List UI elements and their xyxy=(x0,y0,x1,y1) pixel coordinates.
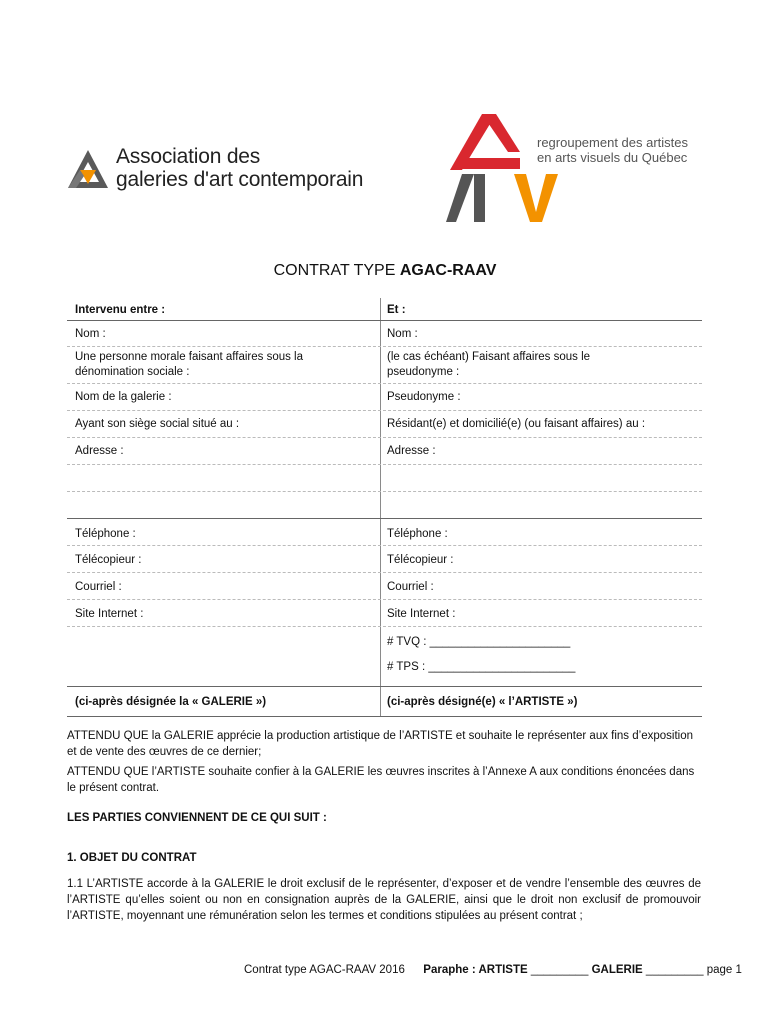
parties-table xyxy=(67,296,702,717)
cell-pseudonym-intro-label: (le cas échéant) Faisant affaires sous le pseudonyme : xyxy=(387,351,591,378)
agac-logo xyxy=(66,146,396,196)
title-bold: AGAC-RAAV xyxy=(399,262,497,279)
section-1-heading: 1. OBJET DU CONTRAT xyxy=(67,852,197,864)
cell-gallery-website-label: Site Internet : xyxy=(75,608,144,620)
document-title xyxy=(0,262,770,280)
cell-artist-phone-label: Téléphone : xyxy=(387,528,448,540)
page-footer xyxy=(244,964,742,976)
cell-tps-label: # TPS : _______________________ xyxy=(387,661,576,673)
table-row-designation xyxy=(67,687,702,717)
table-row-telecopieur xyxy=(67,546,702,573)
agac-name-line-1: Association des xyxy=(116,145,261,168)
table-row-header xyxy=(67,296,702,321)
cell-gallery-email-label: Courriel : xyxy=(75,581,122,593)
raav-name-line-1: regroupement des artistes xyxy=(537,135,689,150)
whereas-clause-2: ATTENDU QUE l’ARTISTE souhaite confier à la GALERIE les œuvres inscrites à l’Annexe A aux conditions énoncées dans le présent contrat. xyxy=(67,766,695,794)
footer-gallery-initials-blank: _________ xyxy=(642,964,707,976)
table-row-address-blank-2 xyxy=(67,492,702,519)
parties-agree-heading: LES PARTIES CONVIENNENT DE CE QUI SUIT : xyxy=(67,812,327,824)
table-row-courriel xyxy=(67,573,702,600)
cell-gallery-fax-label: Télécopieur : xyxy=(75,554,142,566)
cell-artist-address-label: Adresse : xyxy=(387,445,436,457)
cell-et: Et : xyxy=(387,304,406,316)
table-row-nom xyxy=(67,321,702,347)
footer-initials-artist-label: Paraphe : ARTISTE xyxy=(423,964,528,976)
cell-artist-website-label: Site Internet : xyxy=(387,608,456,620)
agac-triangle-logo-icon xyxy=(66,148,110,194)
table-row-site xyxy=(67,600,702,627)
cell-gallery-phone-label: Téléphone : xyxy=(75,528,136,540)
table-row-denomination xyxy=(67,347,702,384)
table-row-taxes xyxy=(67,627,702,687)
agac-name-line-2: galeries d'art contemporain xyxy=(116,168,364,191)
cell-pseudonym-label: Pseudonyme : xyxy=(387,391,461,403)
footer-document-name: Contrat type AGAC-RAAV 2016 xyxy=(244,964,405,976)
footer-initials-gallery-label: GALERIE xyxy=(591,964,643,976)
raav-av-logo-icon xyxy=(444,112,562,224)
cell-intervenu-entre: Intervenu entre : xyxy=(75,304,166,316)
whereas-clause-1: ATTENDU QUE la GALERIE apprécie la production artistique de l’ARTISTE et souhaite le représenter aux fins d’exposition et de vente des œuvres de ce dernier; xyxy=(67,730,693,758)
cell-gallery-label: Nom de la galerie : xyxy=(75,391,172,403)
table-row-address-blank-1 xyxy=(67,465,702,492)
table-row-galerie xyxy=(67,384,702,411)
cell-artist-designation: (ci-après désigné(e) « l’ARTISTE ») xyxy=(387,696,578,708)
title-normal: CONTRAT TYPE xyxy=(273,262,400,279)
cell-denomination-label: Une personne morale faisant affaires sous la dénomination sociale : xyxy=(75,351,304,378)
cell-artist-fax-label: Télécopieur : xyxy=(387,554,454,566)
cell-gallery-address-label: Adresse : xyxy=(75,445,124,457)
table-row-adresse xyxy=(67,438,702,465)
table-row-telephone xyxy=(67,519,702,546)
cell-artist-email-label: Courriel : xyxy=(387,581,434,593)
raav-name-line-2: en arts visuels du Québec xyxy=(537,150,688,165)
cell-residence-label: Résidant(e) et domicilié(e) (ou faisant affaires) au : xyxy=(387,418,646,430)
footer-artist-initials-blank: _________ xyxy=(527,964,592,976)
table-row-siege xyxy=(67,411,702,438)
raav-logo xyxy=(444,112,704,224)
cell-artist-name-label: Nom : xyxy=(387,328,418,340)
cell-gallery-name-label: Nom : xyxy=(75,328,106,340)
cell-tvq-label: # TVQ : ______________________ xyxy=(387,636,571,648)
cell-gallery-designation: (ci-après désignée la « GALERIE ») xyxy=(75,696,267,708)
cell-head-office-label: Ayant son siège social situé au : xyxy=(75,418,240,430)
footer-page-number: page 1 xyxy=(706,964,742,976)
clause-1-1: 1.1 L’ARTISTE accorde à la GALERIE le droit exclusif de le représenter, d’exposer et de vendre l’ensemble des œuvres de l’ARTISTE qu’elles soient ou non en consignation auprès de la GALERIE, ainsi que le droit non exclusif de promouvoir l’ARTISTE, moyennant une rémunération selon les termes et conditions stipulées au présent contrat ; xyxy=(67,878,701,922)
